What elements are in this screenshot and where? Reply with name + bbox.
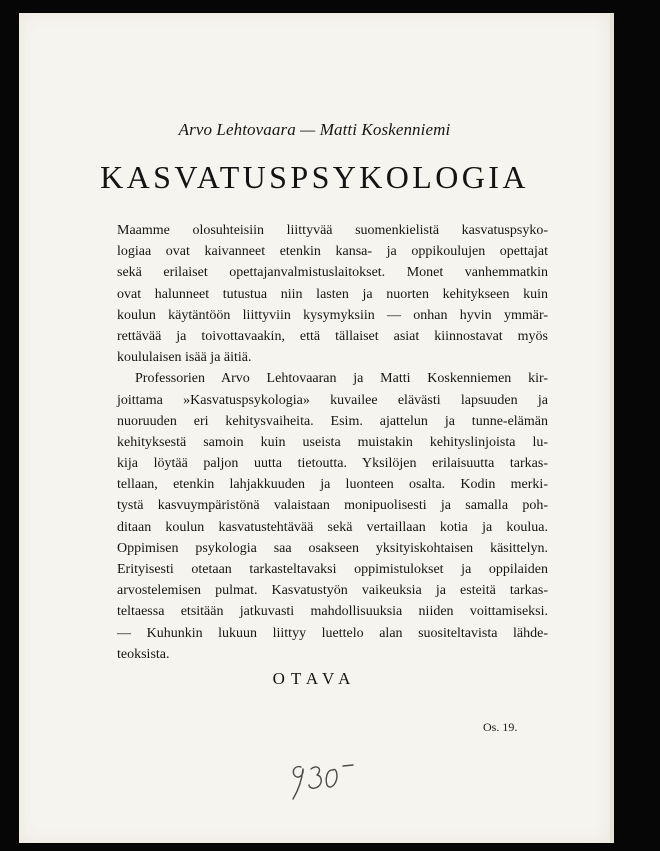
book-back-cover [19,13,614,843]
series-code: Os. 19. [483,720,518,734]
body-line: Erityisesti otetaan tarkasteltavaksi oppimistulokset ja oppilaiden [117,562,548,577]
body-line: koulun käytäntöön liittyviin kysymyksiin — onhan hyvin ymmär- [117,307,548,323]
body-line: teltaessa etsitään jatkuvasti mahdollisuuksia niiden voittamiseksi. [117,604,548,620]
body-line: Maamme olosuhteisiin liittyvää suomenkielistä kasvatuspsyko- [117,223,548,238]
body-line: nuoruuden eri kehitysvaiheita. Esim. ajattelun ja tunne-elämän [117,413,548,429]
body-line: rettävää ja toivottavaakin, että tällaiset asiat kiinnostavat myös [117,328,548,344]
body-line: kija löytää paljon uutta tietoutta. Yksilöjen erilaisuutta tarkas- [117,456,548,472]
handwritten-price-note [287,755,367,807]
book-title: KASVATUSPSYKOLOGIA [100,159,529,195]
body-line: tystä kasvuympäristönä valaistaan monipuolisesti ja samalla poh- [117,498,548,514]
body-line: arvostelemisen pulmat. Kasvatustyön vaikeuksia ja esteitä tarkas- [117,583,548,599]
description-text [117,220,548,665]
body-line: sekä erilaiset opettajanvalmistuslaitokset. Monet vanhemmatkin [117,265,548,281]
authors-line: Arvo Lehtovaara — Matti Koskenniemi [178,120,451,139]
body-line: Professorien Arvo Lehtovaaran ja Matti Koskenniemen kir- [135,371,548,387]
body-line: kehityksestä samoin kuin useista muistakin kehityslinjoista lu- [117,434,548,450]
body-line: logiaa ovat kaivanneet etenkin kansa- ja oppikoulujen opettajat [117,244,548,260]
body-line: Oppimisen psykologia saa osakseen yksityiskohtaisen käsittelyn. [117,540,548,556]
body-line: tellaan, etenkin lahjakkuuden ja luonteen osalta. Kodin merki- [117,477,548,493]
body-line: — Kuhunkin lukuun liittyy luettelo alan suositeltavista lähde- [117,625,548,641]
body-line: koululaisen isää ja äitiä. [117,350,252,366]
publisher-name: OTAVA [272,669,357,688]
body-line: teoksista. [117,646,170,662]
body-line: ovat halunneet tutustua niin lasten ja nuorten kehitykseen kuin [117,286,548,302]
body-line: ditaan koulun kasvatustehtävää sekä vertaillaan kotia ja koulua. [117,519,548,535]
body-line: joittama »Kasvatuspsykologia» kuvailee elävästi lapsuuden ja [117,392,548,408]
